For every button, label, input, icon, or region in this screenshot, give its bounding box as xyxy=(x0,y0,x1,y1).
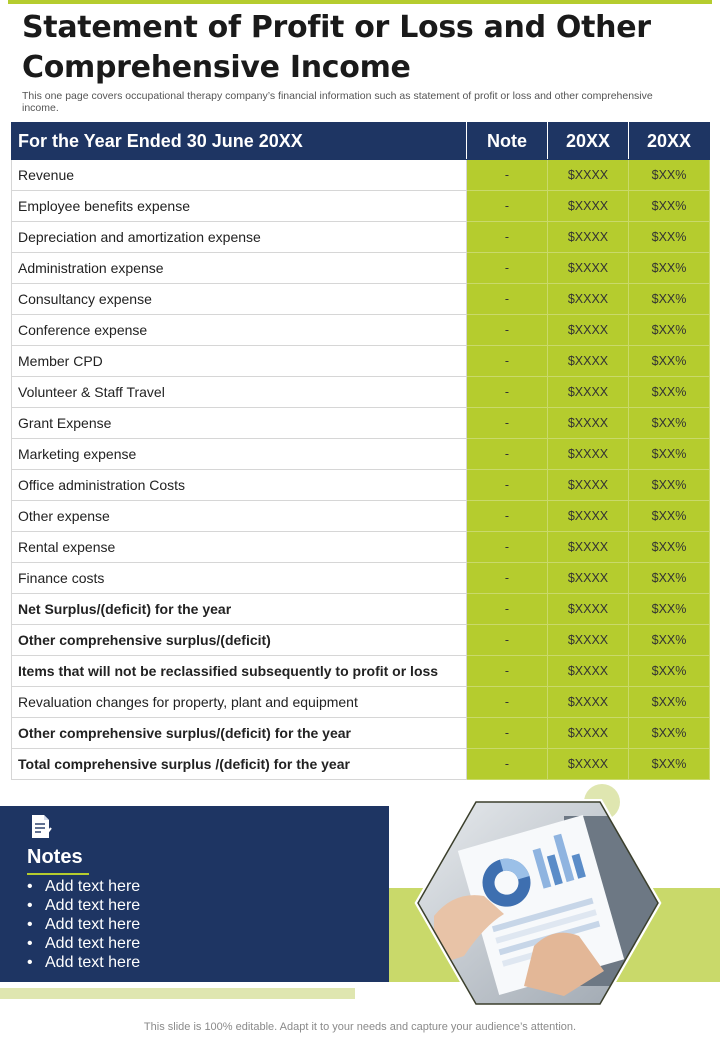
row-value-year-2: $XX% xyxy=(629,377,710,408)
notes-item-text: Add text here xyxy=(45,954,141,971)
row-value-year-1: $XXXX xyxy=(548,563,629,594)
bullet-icon: • xyxy=(27,954,33,971)
table-row xyxy=(12,501,710,532)
row-label: Member CPD xyxy=(12,346,467,377)
row-label: Conference expense xyxy=(12,315,467,346)
header-period: For the Year Ended 30 June 20XX xyxy=(12,123,467,160)
row-note: - xyxy=(467,656,548,687)
row-note: - xyxy=(467,222,548,253)
row-value-year-2: $XX% xyxy=(629,718,710,749)
row-value-year-2: $XX% xyxy=(629,594,710,625)
row-note: - xyxy=(467,160,548,191)
row-note: - xyxy=(467,408,548,439)
notes-item-text: Add text here xyxy=(45,916,141,933)
row-label: Office administration Costs xyxy=(12,470,467,501)
page-subtitle: This one page covers occupational therapy company’s financial information such as statement of profit or loss and other comprehensive income. xyxy=(22,90,653,114)
row-value-year-2: $XX% xyxy=(629,222,710,253)
notes-title: Notes xyxy=(27,846,83,868)
row-label: Other comprehensive surplus/(deficit) xyxy=(12,625,467,656)
table-row xyxy=(12,656,710,687)
row-value-year-1: $XXXX xyxy=(548,222,629,253)
row-value-year-1: $XXXX xyxy=(548,346,629,377)
row-value-year-1: $XXXX xyxy=(548,315,629,346)
row-value-year-1: $XXXX xyxy=(548,160,629,191)
notes-underline xyxy=(27,873,89,875)
row-value-year-2: $XX% xyxy=(629,346,710,377)
row-value-year-2: $XX% xyxy=(629,253,710,284)
row-note: - xyxy=(467,625,548,656)
row-label: Depreciation and amortization expense xyxy=(12,222,467,253)
row-value-year-2: $XX% xyxy=(629,315,710,346)
row-label: Volunteer & Staff Travel xyxy=(12,377,467,408)
profit-loss-table xyxy=(11,122,710,780)
row-value-year-1: $XXXX xyxy=(548,284,629,315)
row-value-year-2: $XX% xyxy=(629,563,710,594)
row-label: Finance costs xyxy=(12,563,467,594)
row-label: Consultancy expense xyxy=(12,284,467,315)
notes-item-text: Add text here xyxy=(45,897,141,914)
hexagon-photo-analytics-report xyxy=(414,796,662,1010)
row-value-year-1: $XXXX xyxy=(548,191,629,222)
notes-list xyxy=(27,877,140,972)
row-label: Other comprehensive surplus/(deficit) for the year xyxy=(12,718,467,749)
notes-item xyxy=(27,934,140,953)
notes-item-text: Add text here xyxy=(45,935,141,952)
notes-item-text: Add text here xyxy=(45,878,141,895)
table-row xyxy=(12,253,710,284)
row-note: - xyxy=(467,377,548,408)
table-row xyxy=(12,563,710,594)
row-value-year-1: $XXXX xyxy=(548,253,629,284)
row-value-year-2: $XX% xyxy=(629,532,710,563)
header-year-2: 20XX xyxy=(629,123,710,160)
table-row xyxy=(12,377,710,408)
page-title: Statement of Profit or Loss and Other Comprehensive Income xyxy=(22,10,651,85)
row-value-year-2: $XX% xyxy=(629,501,710,532)
header-note: Note xyxy=(467,123,548,160)
table-row xyxy=(12,160,710,191)
row-value-year-1: $XXXX xyxy=(548,687,629,718)
row-value-year-1: $XXXX xyxy=(548,718,629,749)
row-note: - xyxy=(467,470,548,501)
table-row xyxy=(12,594,710,625)
row-value-year-2: $XX% xyxy=(629,408,710,439)
row-note: - xyxy=(467,749,548,780)
bullet-icon: • xyxy=(27,916,33,933)
row-note: - xyxy=(467,191,548,222)
table-row xyxy=(12,222,710,253)
notes-item xyxy=(27,915,140,934)
top-accent-bar xyxy=(8,0,712,4)
row-note: - xyxy=(467,253,548,284)
row-value-year-1: $XXXX xyxy=(548,501,629,532)
row-value-year-2: $XX% xyxy=(629,439,710,470)
row-value-year-2: $XX% xyxy=(629,687,710,718)
row-value-year-2: $XX% xyxy=(629,625,710,656)
table-row xyxy=(12,470,710,501)
notes-panel xyxy=(0,806,389,982)
notes-item xyxy=(27,877,140,896)
row-value-year-2: $XX% xyxy=(629,656,710,687)
row-value-year-1: $XXXX xyxy=(548,532,629,563)
notes-item xyxy=(27,953,140,972)
table-row xyxy=(12,284,710,315)
row-label: Net Surplus/(deficit) for the year xyxy=(12,594,467,625)
table-row xyxy=(12,408,710,439)
row-value-year-1: $XXXX xyxy=(548,439,629,470)
row-value-year-1: $XXXX xyxy=(548,625,629,656)
row-value-year-1: $XXXX xyxy=(548,377,629,408)
bullet-icon: • xyxy=(27,897,33,914)
table-row xyxy=(12,687,710,718)
row-note: - xyxy=(467,346,548,377)
table-row xyxy=(12,439,710,470)
document-icon xyxy=(30,814,52,845)
row-label: Administration expense xyxy=(12,253,467,284)
row-value-year-2: $XX% xyxy=(629,749,710,780)
row-value-year-1: $XXXX xyxy=(548,408,629,439)
row-note: - xyxy=(467,284,548,315)
row-value-year-2: $XX% xyxy=(629,191,710,222)
row-label: Rental expense xyxy=(12,532,467,563)
table-row xyxy=(12,346,710,377)
row-label: Marketing expense xyxy=(12,439,467,470)
row-label: Items that will not be reclassified subsequently to profit or loss xyxy=(12,656,467,687)
row-label: Revenue xyxy=(12,160,467,191)
table-row xyxy=(12,532,710,563)
row-note: - xyxy=(467,718,548,749)
table-row xyxy=(12,718,710,749)
bullet-icon: • xyxy=(27,878,33,895)
row-label: Employee benefits expense xyxy=(12,191,467,222)
row-note: - xyxy=(467,687,548,718)
row-value-year-1: $XXXX xyxy=(548,656,629,687)
notes-item xyxy=(27,896,140,915)
row-label: Total comprehensive surplus /(deficit) for the year xyxy=(12,749,467,780)
row-label: Other expense xyxy=(12,501,467,532)
header-year-1: 20XX xyxy=(548,123,629,160)
row-note: - xyxy=(467,563,548,594)
row-label: Revaluation changes for property, plant and equipment xyxy=(12,687,467,718)
row-note: - xyxy=(467,594,548,625)
row-value-year-2: $XX% xyxy=(629,284,710,315)
bottom-accent-strip xyxy=(0,988,355,999)
row-label: Grant Expense xyxy=(12,408,467,439)
row-value-year-1: $XXXX xyxy=(548,749,629,780)
bullet-icon: • xyxy=(27,935,33,952)
row-note: - xyxy=(467,532,548,563)
table-row xyxy=(12,749,710,780)
table-row xyxy=(12,315,710,346)
table-row xyxy=(12,625,710,656)
row-value-year-1: $XXXX xyxy=(548,470,629,501)
table-header-row xyxy=(12,123,710,160)
table-row xyxy=(12,191,710,222)
row-note: - xyxy=(467,315,548,346)
row-value-year-1: $XXXX xyxy=(548,594,629,625)
row-value-year-2: $XX% xyxy=(629,470,710,501)
row-note: - xyxy=(467,439,548,470)
row-value-year-2: $XX% xyxy=(629,160,710,191)
row-note: - xyxy=(467,501,548,532)
footer-note: This slide is 100% editable. Adapt it to your needs and capture your audience’s attention. xyxy=(143,1021,577,1033)
table-body xyxy=(12,160,710,780)
